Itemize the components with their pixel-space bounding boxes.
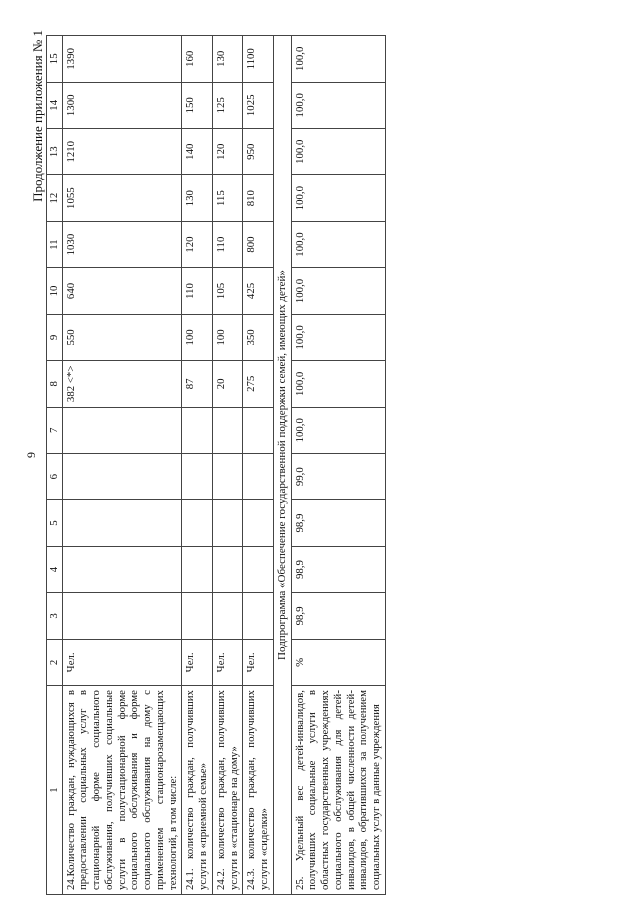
value-cell: 1210 — [62, 129, 182, 175]
indicators-table — [46, 35, 386, 895]
value-cell: 550 — [62, 314, 182, 360]
value-cell — [62, 407, 182, 453]
value-cell: 125 — [212, 82, 242, 128]
subprogram-row — [273, 36, 291, 895]
value-cell: 100,0 — [291, 407, 385, 453]
value-cell — [243, 593, 273, 639]
column-header: 13 — [47, 129, 63, 175]
value-cell — [182, 593, 212, 639]
value-cell: 100,0 — [291, 82, 385, 128]
value-cell — [182, 546, 212, 592]
value-cell: 1055 — [62, 175, 182, 221]
subprogram-title: Подпрограмма «Обеспечение государственной поддержки семей, имеющих детей» — [273, 36, 291, 895]
value-cell — [212, 593, 242, 639]
unit-cell: Чел. — [243, 639, 273, 685]
column-header: 14 — [47, 82, 63, 128]
value-cell: 1100 — [243, 36, 273, 83]
value-cell: 800 — [243, 221, 273, 267]
indicator-name: 24.2. количество граждан, получивших услуги в «стационаре на дому» — [212, 686, 242, 895]
value-cell: 810 — [243, 175, 273, 221]
column-header: 15 — [47, 36, 63, 83]
value-cell — [62, 546, 182, 592]
value-cell: 130 — [182, 175, 212, 221]
value-cell — [243, 546, 273, 592]
value-cell: 1390 — [62, 36, 182, 83]
indicator-name: 24.3. количество граждан, получивших услуги «сиделки» — [243, 686, 273, 895]
column-header: 9 — [47, 314, 63, 360]
value-cell: 275 — [243, 361, 273, 407]
value-cell — [182, 500, 212, 546]
column-header: 8 — [47, 361, 63, 407]
value-cell: 105 — [212, 268, 242, 314]
value-cell — [62, 593, 182, 639]
value-cell: 100,0 — [291, 314, 385, 360]
value-cell: 640 — [62, 268, 182, 314]
value-cell — [243, 453, 273, 499]
value-cell: 98,9 — [291, 546, 385, 592]
value-cell: 100,0 — [291, 268, 385, 314]
value-cell: 1025 — [243, 82, 273, 128]
value-cell: 350 — [243, 314, 273, 360]
column-header: 5 — [47, 500, 63, 546]
value-cell: 140 — [182, 129, 212, 175]
value-cell — [182, 407, 212, 453]
value-cell — [212, 453, 242, 499]
value-cell — [212, 407, 242, 453]
table-row — [212, 36, 242, 895]
value-cell: 100,0 — [291, 221, 385, 267]
value-cell: 382 <*> — [62, 361, 182, 407]
column-header: 4 — [47, 546, 63, 592]
column-header: 1 — [47, 686, 63, 895]
value-cell — [62, 500, 182, 546]
unit-cell: Чел. — [62, 639, 182, 685]
value-cell: 1300 — [62, 82, 182, 128]
column-header: 10 — [47, 268, 63, 314]
value-cell: 950 — [243, 129, 273, 175]
value-cell: 100,0 — [291, 129, 385, 175]
value-cell: 160 — [182, 36, 212, 83]
value-cell: 100,0 — [291, 36, 385, 83]
value-cell: 120 — [212, 129, 242, 175]
table-row — [62, 36, 182, 895]
column-header: 11 — [47, 221, 63, 267]
value-cell: 150 — [182, 82, 212, 128]
column-header: 3 — [47, 593, 63, 639]
unit-cell: Чел. — [212, 639, 242, 685]
page-number: 9 — [24, 452, 38, 458]
column-header: 2 — [47, 639, 63, 685]
value-cell: 99,0 — [291, 453, 385, 499]
value-cell: 100,0 — [291, 361, 385, 407]
value-cell — [212, 546, 242, 592]
unit-cell: % — [291, 639, 385, 685]
value-cell: 98,9 — [291, 593, 385, 639]
value-cell: 20 — [212, 361, 242, 407]
column-header: 12 — [47, 175, 63, 221]
table-row — [243, 36, 273, 895]
column-header: 7 — [47, 407, 63, 453]
column-header: 6 — [47, 453, 63, 499]
value-cell: 87 — [182, 361, 212, 407]
value-cell — [182, 453, 212, 499]
table-row — [182, 36, 212, 895]
value-cell: 115 — [212, 175, 242, 221]
header-note: Продолжение приложения № 1 — [30, 30, 45, 202]
value-cell: 110 — [182, 268, 212, 314]
value-cell: 130 — [212, 36, 242, 83]
value-cell: 110 — [212, 221, 242, 267]
value-cell — [243, 407, 273, 453]
table-row — [291, 36, 385, 895]
value-cell: 100,0 — [291, 175, 385, 221]
value-cell — [212, 500, 242, 546]
indicator-name: 24.Количество граждан, нуждающихся в предоставлении социальных услуг в стационарной форме социального обслуживания, получивших социальные услуги в полустационарной форме социального обслуживания и форме социального обслуживания на дому с применением стационарозамещающих технологий, в том числе: — [62, 686, 182, 895]
value-cell: 425 — [243, 268, 273, 314]
value-cell: 120 — [182, 221, 212, 267]
value-cell — [243, 500, 273, 546]
value-cell: 1030 — [62, 221, 182, 267]
value-cell: 100 — [182, 314, 212, 360]
column-number-header — [47, 36, 63, 895]
value-cell: 100 — [212, 314, 242, 360]
indicator-name: 25. Удельный вес детей-инвалидов, получивших социальные услуги в областных государственных учреждениях социального обслуживания для детей-инвалидов, в общей численности детей-инвалидов, обратившихся за получением социальных услуг в данные учреждения — [291, 686, 385, 895]
indicator-name: 24.1. количество граждан, получивших услуги в «приемной семье» — [182, 686, 212, 895]
value-cell: 98,9 — [291, 500, 385, 546]
unit-cell: Чел. — [182, 639, 212, 685]
value-cell — [62, 453, 182, 499]
